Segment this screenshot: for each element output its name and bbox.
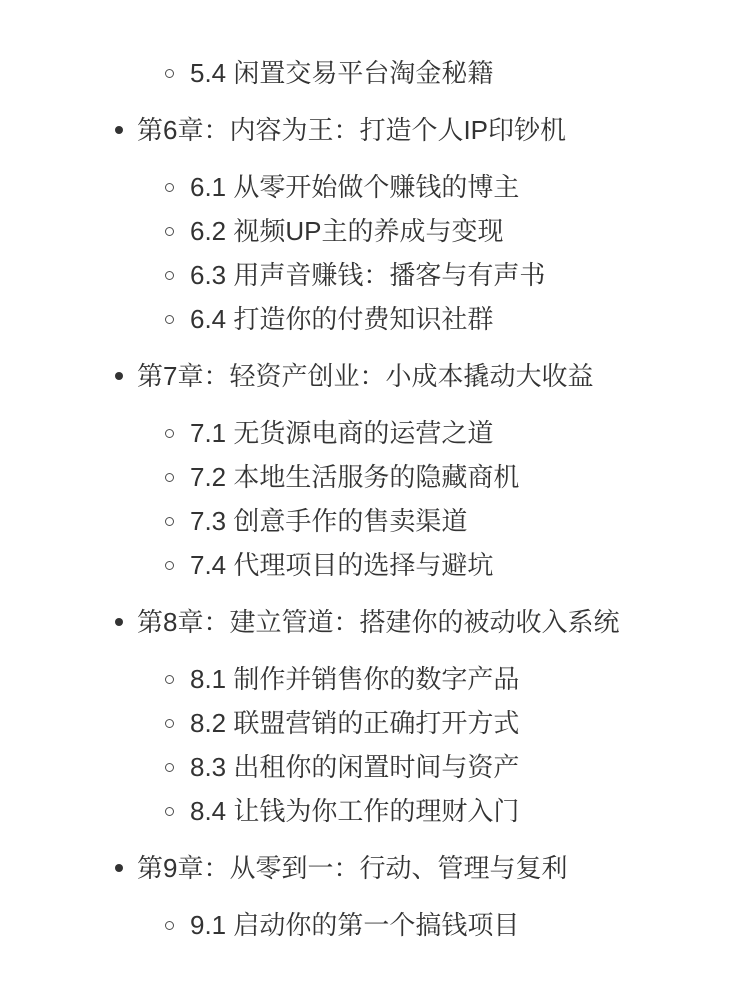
toc-item-6-3 <box>0 258 750 292</box>
toc-item-7-2 <box>0 460 750 494</box>
bullet-circle-icon <box>165 675 174 684</box>
bullet-disc-icon <box>115 618 123 626</box>
bullet-circle-icon <box>165 69 174 78</box>
bullet-disc-icon <box>115 372 123 380</box>
bullet-circle-icon <box>165 763 174 772</box>
bullet-circle-icon <box>165 921 174 930</box>
toc-item-label: 7.4 代理项目的选择与避坑 <box>190 550 494 580</box>
toc-chapter-6 <box>0 113 750 147</box>
toc-item-8-2 <box>0 706 750 740</box>
toc-item-6-2 <box>0 214 750 248</box>
toc-chapter-7 <box>0 359 750 393</box>
bullet-circle-icon <box>165 561 174 570</box>
bullet-disc-icon <box>115 864 123 872</box>
toc-item-7-3 <box>0 504 750 538</box>
toc-chapter-label: 第7章：轻资产创业：小成本撬动大收益 <box>137 361 594 391</box>
bullet-circle-icon <box>165 429 174 438</box>
bullet-circle-icon <box>165 315 174 324</box>
toc-item-label: 8.2 联盟营销的正确打开方式 <box>190 708 520 738</box>
toc-chapter-label: 第8章：建立管道：搭建你的被动收入系统 <box>137 607 620 637</box>
bullet-disc-icon <box>115 126 123 134</box>
toc-item-7-1 <box>0 416 750 450</box>
toc-item-label: 7.3 创意手作的售卖渠道 <box>190 506 468 536</box>
toc-item-8-4 <box>0 794 750 828</box>
bullet-circle-icon <box>165 807 174 816</box>
toc-item-8-3 <box>0 750 750 784</box>
toc-item-label: 8.1 制作并销售你的数字产品 <box>190 664 520 694</box>
toc-item-label: 6.2 视频UP主的养成与变现 <box>190 216 504 246</box>
toc-chapter-label: 第6章：内容为王：打造个人IP印钞机 <box>137 115 567 145</box>
bullet-circle-icon <box>165 271 174 280</box>
toc-chapter-8 <box>0 605 750 639</box>
toc-item-9-1 <box>0 908 750 942</box>
toc-item-label: 6.3 用声音赚钱：播客与有声书 <box>190 260 546 290</box>
bullet-circle-icon <box>165 183 174 192</box>
toc-item-label: 7.1 无货源电商的运营之道 <box>190 418 494 448</box>
toc-item-label: 8.4 让钱为你工作的理财入门 <box>190 796 520 826</box>
toc-chapter-9 <box>0 851 750 885</box>
toc-item-8-1 <box>0 662 750 696</box>
bullet-circle-icon <box>165 517 174 526</box>
toc-item-label: 5.4 闲置交易平台淘金秘籍 <box>190 58 494 88</box>
toc-item-5-4 <box>0 56 750 90</box>
toc-item-7-4 <box>0 548 750 582</box>
toc-item-label: 7.2 本地生活服务的隐藏商机 <box>190 462 520 492</box>
toc-item-label: 6.4 打造你的付费知识社群 <box>190 304 494 334</box>
toc-chapter-label: 第9章：从零到一：行动、管理与复利 <box>137 853 568 883</box>
toc-item-label: 6.1 从零开始做个赚钱的博主 <box>190 172 520 202</box>
toc-item-6-1 <box>0 170 750 204</box>
bullet-circle-icon <box>165 473 174 482</box>
toc-item-6-4 <box>0 302 750 336</box>
bullet-circle-icon <box>165 227 174 236</box>
toc-item-label: 9.1 启动你的第一个搞钱项目 <box>190 910 520 940</box>
bullet-circle-icon <box>165 719 174 728</box>
toc-item-label: 8.3 出租你的闲置时间与资产 <box>190 752 520 782</box>
